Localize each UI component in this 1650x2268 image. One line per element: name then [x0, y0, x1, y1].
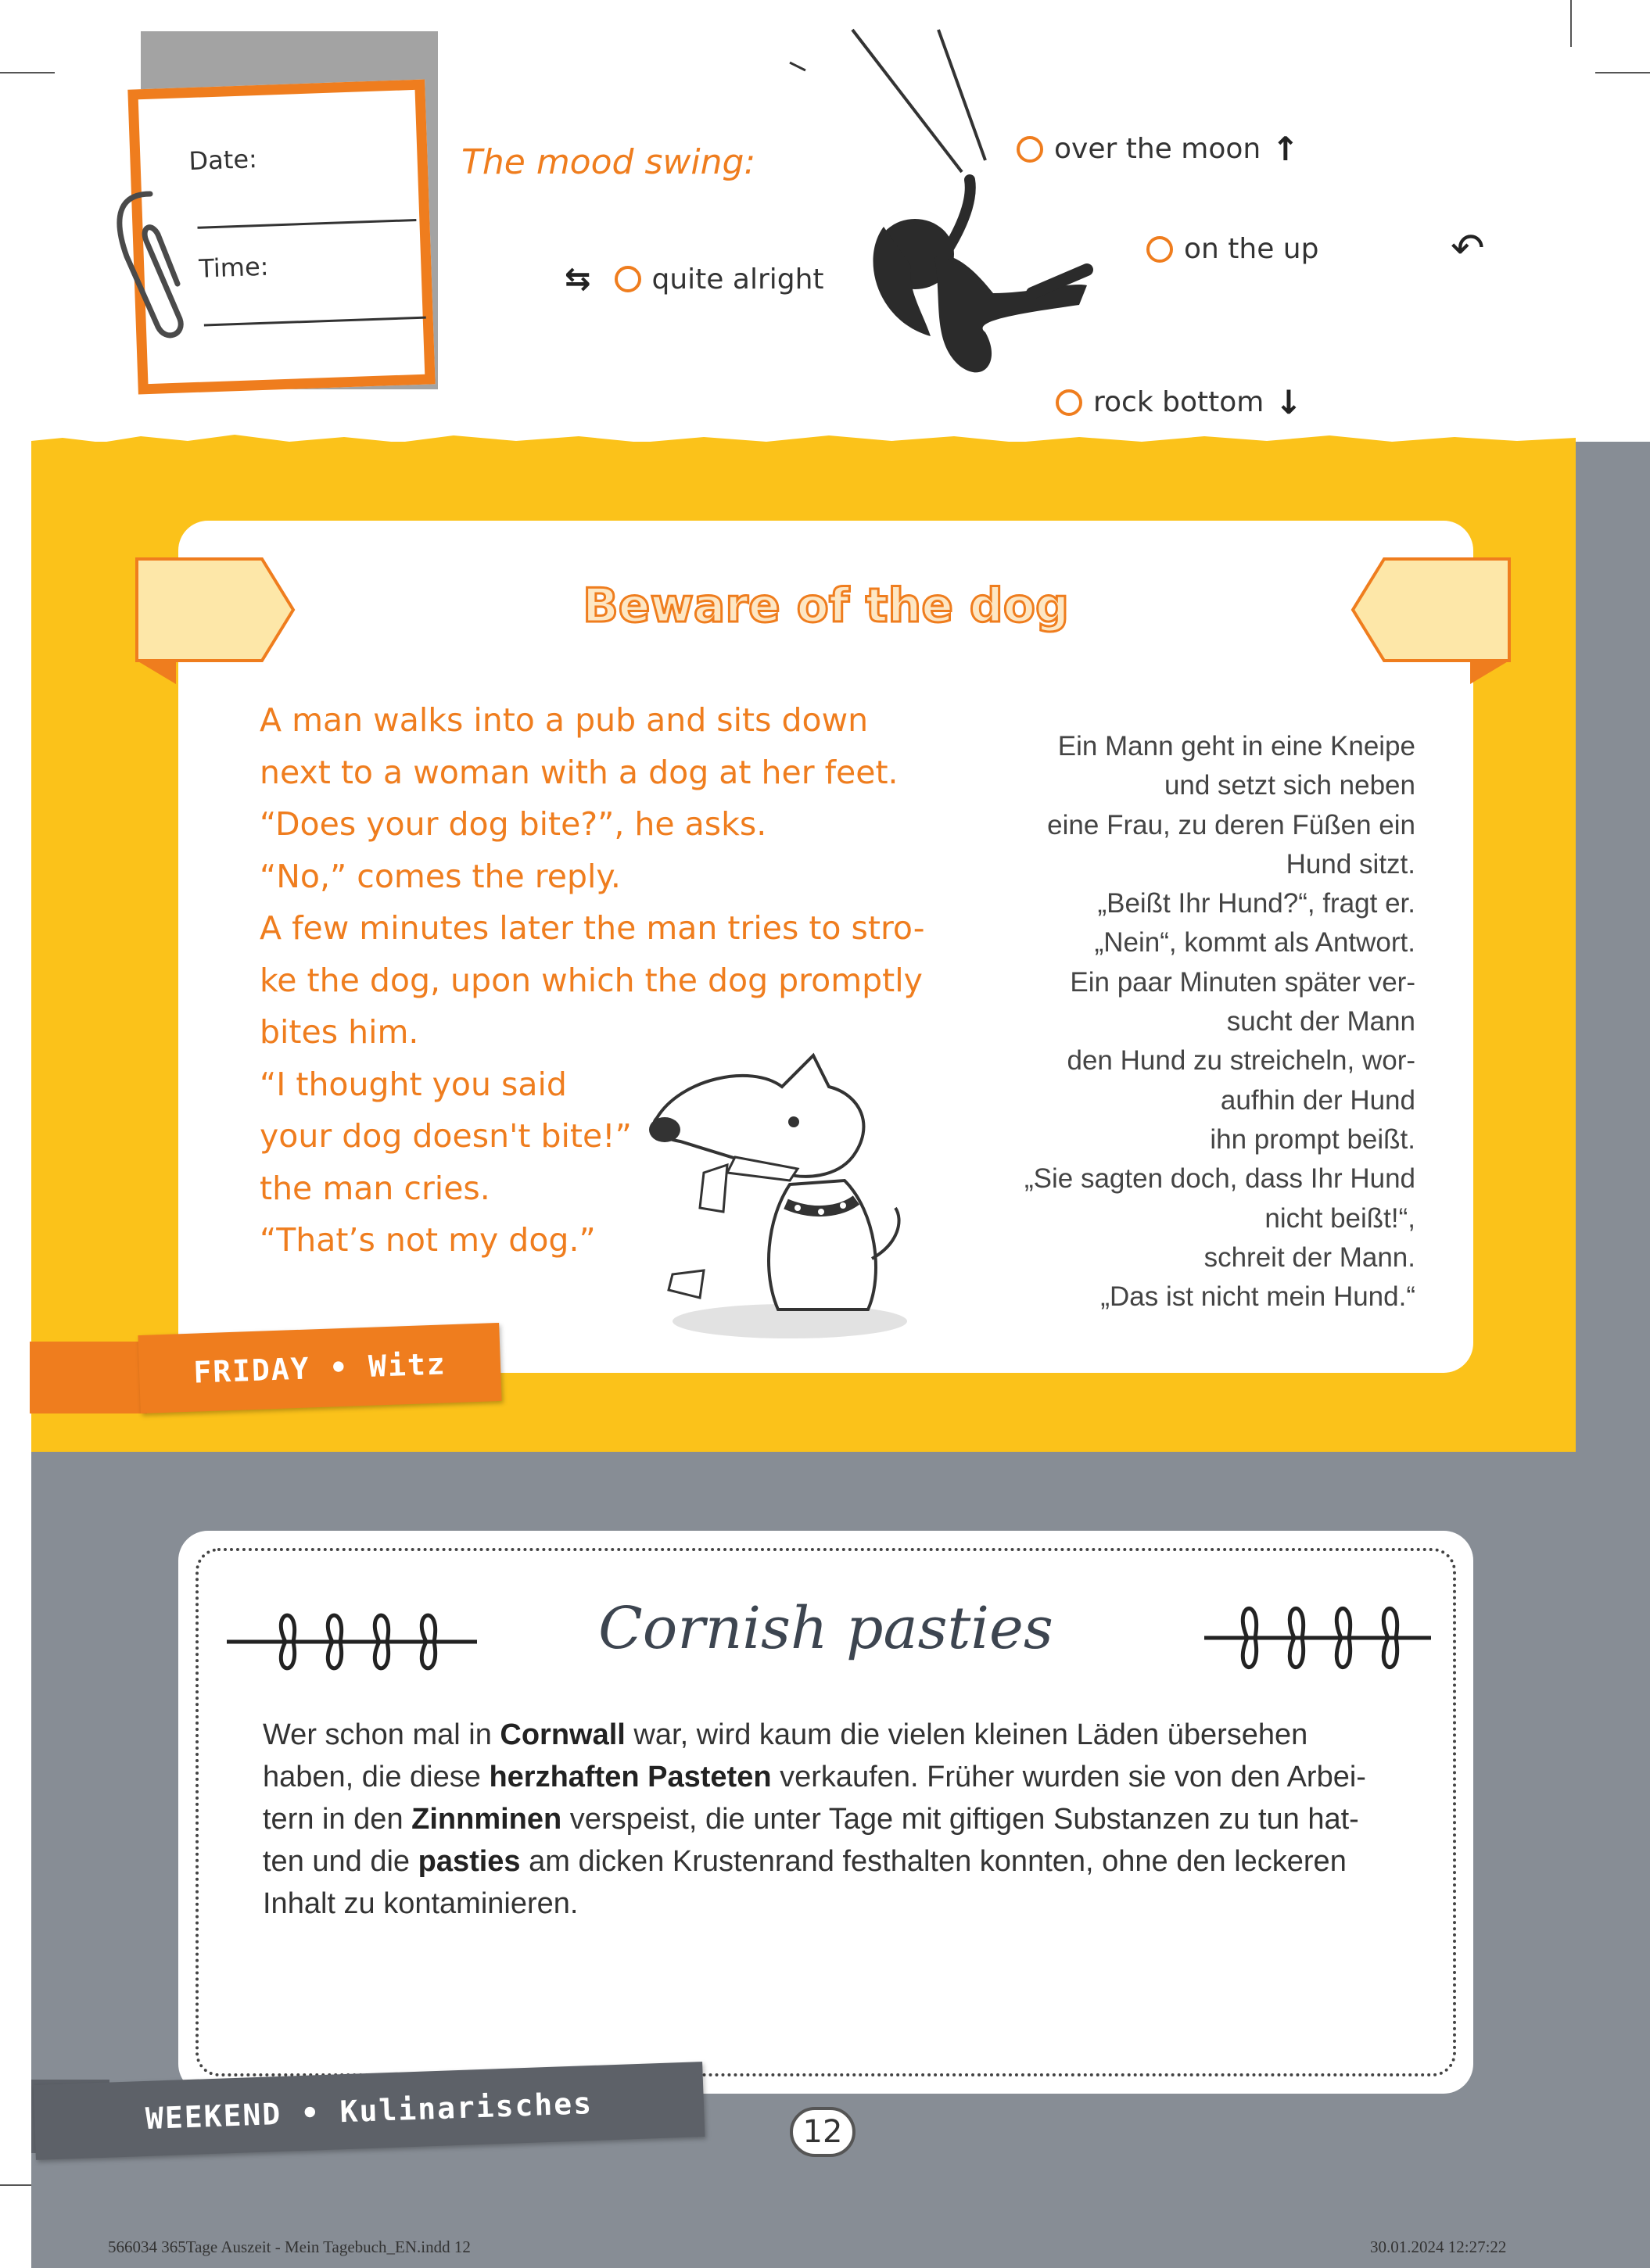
page-number: 12	[790, 2107, 855, 2157]
text-line: next to a woman with a dog at her feet.	[260, 753, 899, 791]
text-run: tern in den	[263, 1803, 412, 1836]
curly-arrow-icon: ↶	[1451, 225, 1485, 272]
text-line: “That’s not my dog.”	[260, 1221, 596, 1259]
side-strip	[1576, 442, 1650, 1452]
text-line: sucht der Mann	[1226, 1006, 1415, 1037]
text-line	[263, 1840, 1404, 1883]
bold-term: Cornwall	[500, 1718, 626, 1751]
joke-title: Beware of the dog	[583, 579, 1069, 633]
arrow-down-icon: ↓	[1275, 383, 1303, 421]
text-line: “No,” comes the reply.	[260, 857, 621, 895]
text-line: your dog doesn't bite!”	[260, 1117, 632, 1155]
text-line: „Das ist nicht mein Hund.“	[1100, 1281, 1415, 1313]
mood-option-on-the-up[interactable]	[1146, 233, 1318, 265]
text-line: aufhin der Hund	[1220, 1084, 1415, 1116]
crop-mark	[1570, 0, 1572, 47]
option-label: over the moon	[1054, 133, 1261, 165]
text-line: eine Frau, zu deren Füßen ein	[1047, 809, 1415, 840]
text-line	[263, 1756, 1404, 1798]
text-line: und setzt sich neben	[1164, 770, 1415, 801]
radio-circle-icon[interactable]	[1017, 136, 1043, 163]
bold-term: pasties	[418, 1845, 521, 1878]
text-line	[263, 1798, 1404, 1840]
text-run: verspeist, die unter Tage mit giftigen Substanzen zu tun hat-	[561, 1803, 1359, 1836]
text-line: A few minutes later the man tries to stro-	[260, 909, 925, 947]
text-line: the man cries.	[260, 1169, 490, 1207]
footer-file-info: 566034 365Tage Auszeit - Mein Tagebuch_EN.indd 12	[108, 2238, 471, 2256]
text-line: den Hund zu streicheln, wor-	[1067, 1045, 1415, 1077]
mood-swing-title: The mood swing:	[461, 142, 756, 182]
footer-timestamp: 30.01.2024 12:27:22	[1370, 2238, 1507, 2256]
option-label: rock bottom	[1093, 386, 1264, 418]
radio-circle-icon[interactable]	[1146, 236, 1173, 263]
text-line: Ein Mann geht in eine Kneipe	[1057, 731, 1415, 761]
friday-tab	[138, 1323, 501, 1413]
text-line: A man walks into a pub and sits down	[260, 701, 869, 739]
tab-accent	[30, 1342, 147, 1413]
text-line: Hund sitzt.	[1286, 848, 1415, 880]
text-line	[263, 1714, 1404, 1756]
date-label: Date:	[188, 144, 258, 177]
bold-term: Zinnminen	[411, 1803, 562, 1836]
girl-on-swing-icon	[774, 23, 1118, 399]
torn-edge	[31, 428, 1576, 452]
dog-illustration-icon	[633, 1040, 931, 1345]
bold-term: herzhaften Pasteten	[489, 1761, 772, 1793]
crop-mark	[1595, 72, 1650, 73]
option-label: quite alright	[651, 263, 824, 296]
text-line: nicht beißt!“,	[1264, 1202, 1415, 1234]
weekend-tab-label: WEEKEND • Kulinarisches	[145, 2086, 594, 2136]
joke-german-text	[954, 727, 1415, 1317]
text-line	[263, 1883, 1404, 1925]
crop-mark	[0, 72, 55, 73]
text-run: war, wird kaum die vielen kleinen Läden übersehen	[625, 1718, 1308, 1751]
text-line: “I thought you said	[260, 1065, 567, 1103]
mood-option-rock-bottom[interactable]	[1056, 383, 1303, 421]
text-line: “Does your dog bite?”, he asks.	[260, 805, 767, 843]
date-write-line[interactable]	[197, 219, 416, 229]
text-line: „Nein“, kommt als Antwort.	[1094, 927, 1415, 958]
text-run: Wer schon mal in	[263, 1718, 500, 1751]
recipe-title: Cornish pasties	[598, 1595, 1053, 1662]
radio-circle-icon[interactable]	[615, 266, 641, 292]
text-run: Inhalt zu kontaminieren.	[263, 1887, 579, 1920]
time-label: Time:	[198, 251, 270, 284]
text-run: haben, die diese	[263, 1761, 490, 1793]
text-line: ihn prompt beißt.	[1210, 1123, 1415, 1155]
radio-circle-icon[interactable]	[1056, 389, 1082, 416]
friday-tab-label: FRIDAY • Witz	[192, 1346, 447, 1390]
option-label: on the up	[1184, 233, 1319, 265]
text-line: ke the dog, upon which the dog promptly	[260, 961, 923, 999]
text-line: bites him.	[260, 1013, 419, 1051]
time-write-line[interactable]	[204, 317, 426, 327]
text-run: ten und die	[263, 1845, 418, 1878]
arrows-left-right-icon: ⇆	[565, 261, 591, 297]
text-line: „Sie sagten doch, dass Ihr Hund	[1024, 1163, 1415, 1195]
arrow-up-icon: ↑	[1272, 130, 1300, 168]
text-line: „Beißt Ihr Hund?“, fragt er.	[1097, 888, 1415, 919]
mood-option-quite-alright[interactable]	[565, 261, 824, 297]
recipe-text	[263, 1714, 1404, 1925]
text-line: Ein paar Minuten später ver-	[1070, 966, 1415, 998]
text-run: verkaufen. Früher wurden sie von den Arbei-	[771, 1761, 1366, 1793]
mood-option-over-the-moon[interactable]	[1017, 130, 1299, 168]
text-run: am dicken Krustenrand festhalten konnten, ohne den leckeren	[520, 1845, 1347, 1878]
text-line: schreit der Mann.	[1203, 1241, 1415, 1273]
paperclip-icon	[103, 186, 189, 342]
